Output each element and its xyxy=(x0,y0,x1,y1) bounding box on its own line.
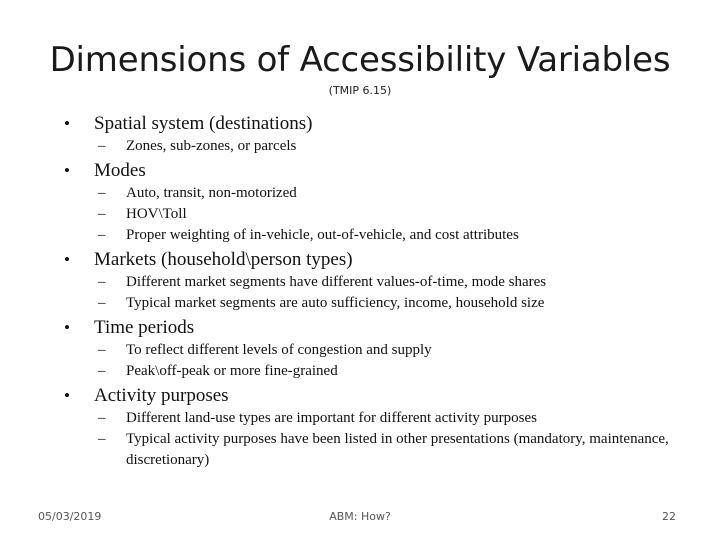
bullet-item xyxy=(62,316,682,340)
dash-marker: – xyxy=(98,274,106,290)
dash-marker: – xyxy=(98,342,106,358)
footer-center-text: ABM: How? xyxy=(329,510,391,523)
bullet-text: Modes xyxy=(94,160,146,181)
sub-bullet-text: Different market segments have different values-of-time, mode shares xyxy=(126,274,547,290)
slide-subtitle: (TMIP 6.15) xyxy=(328,84,392,97)
dash-marker: – xyxy=(98,363,106,379)
sub-bullet-text: HOV\Toll xyxy=(126,206,187,222)
sub-bullet-text: Proper weighting of in-vehicle, out-of-vehicle, and cost attributes xyxy=(126,227,519,243)
sub-bullet-item xyxy=(62,183,682,204)
sub-bullet-item xyxy=(62,293,682,314)
bullet-marker: • xyxy=(64,386,70,405)
sub-bullet-item xyxy=(62,429,682,471)
sub-bullet-text: To reflect different levels of congestion and supply xyxy=(126,342,432,358)
sub-bullet-item xyxy=(62,225,682,246)
sub-bullet-text: Typical activity purposes have been listed in other presentations (mandatory, maintenance, discretionary) xyxy=(126,431,669,468)
bullet-marker: • xyxy=(64,161,70,180)
sub-bullet-text: Different land-use types are important for different activity purposes xyxy=(126,410,537,426)
dash-marker: – xyxy=(98,227,106,243)
bullet-text: Time periods xyxy=(94,317,195,338)
bullet-list xyxy=(62,110,682,471)
bullet-marker: • xyxy=(64,114,70,133)
sub-bullet-text: Typical market segments are auto sufficiency, income, household size xyxy=(126,295,545,311)
bullet-marker: • xyxy=(64,250,70,269)
bullet-item xyxy=(62,248,682,272)
sub-bullet-item xyxy=(62,272,682,293)
bullet-text: Activity purposes xyxy=(94,385,229,406)
dash-marker: – xyxy=(98,138,106,154)
sub-bullet-item xyxy=(62,361,682,382)
sub-bullet-item xyxy=(62,408,682,429)
sub-bullet-text: Peak\off-peak or more fine-grained xyxy=(126,363,338,379)
footer-date: 05/03/2019 xyxy=(38,510,102,523)
bullet-item xyxy=(62,384,682,408)
dash-marker: – xyxy=(98,185,106,201)
dash-marker: – xyxy=(98,295,106,311)
dash-marker: – xyxy=(98,206,106,222)
dash-marker: – xyxy=(98,431,106,447)
sub-bullet-text: Zones, sub-zones, or parcels xyxy=(126,138,297,154)
sub-bullet-item xyxy=(62,340,682,361)
sub-bullet-item xyxy=(62,204,682,225)
page-number: 22 xyxy=(662,510,676,523)
bullet-text: Markets (household\person types) xyxy=(94,249,353,270)
slide-title: Dimensions of Accessibility Variables xyxy=(49,40,671,80)
dash-marker: – xyxy=(98,410,106,426)
bullet-marker: • xyxy=(64,318,70,337)
bullet-text: Spatial system (destinations) xyxy=(94,113,313,134)
sub-bullet-item xyxy=(62,136,682,157)
bullet-item xyxy=(62,159,682,183)
bullet-item xyxy=(62,112,682,136)
sub-bullet-text: Auto, transit, non-motorized xyxy=(126,185,297,201)
